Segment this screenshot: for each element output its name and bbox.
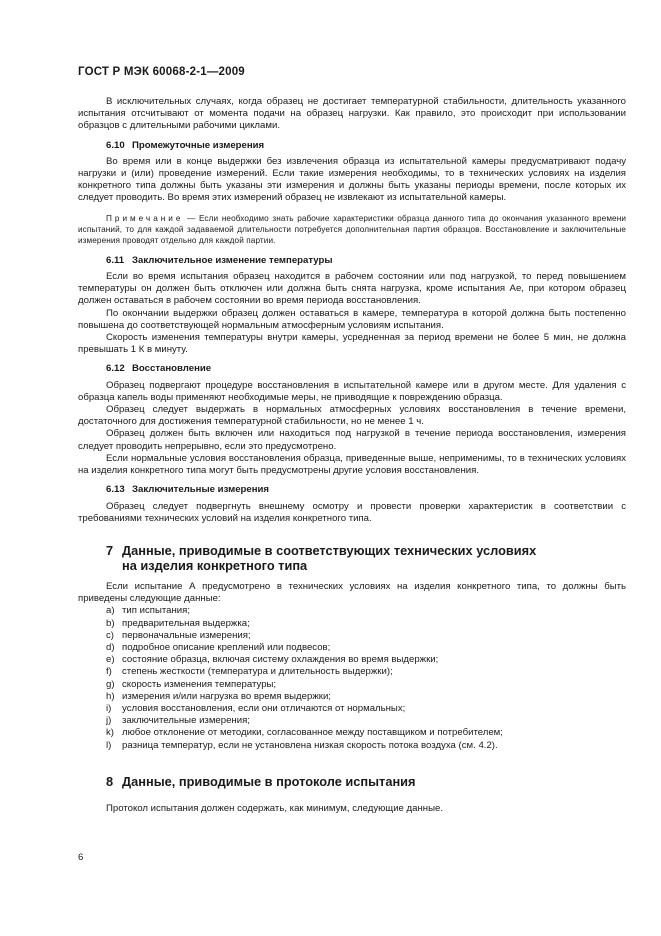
list-letter: f) (106, 666, 112, 678)
section-number: 6.13 (106, 484, 125, 496)
list-text: первоначальные измерения; (122, 629, 251, 641)
paragraph: Протокол испытания должен содержать, как минимум, следующие данные. (106, 802, 443, 814)
paragraph: Если нормальные условия восстановления образца, приведенные выше, неприменимы, то в технических условиях на изделия конкретного типа могут быть предусмотрены другие условия восстановления. (78, 452, 626, 477)
list-item (78, 715, 626, 727)
list-letter: g) (106, 678, 115, 690)
list-item (78, 642, 626, 654)
list-text: измерения и/или нагрузка во время выдержки; (122, 690, 331, 702)
list-text: состояние образца, включая систему охлаждения во время выдержки; (122, 654, 439, 666)
list-item (78, 654, 626, 666)
list-item (78, 740, 626, 752)
list-letter: i) (106, 702, 112, 714)
list-text: условия восстановления, если они отличаются от нормальных; (122, 702, 406, 714)
paragraph: Образец следует выдержать в нормальных атмосферных условиях восстановления в течение времени, достаточного для достижения температурной стабильности, но не менее 1 ч. (78, 404, 626, 428)
list-letter: k) (106, 727, 114, 739)
list-letter: a) (106, 605, 115, 617)
list-text: любое отклонение от методики, согласованное между поставщиком и потребителем; (122, 727, 503, 739)
list-letter: c) (106, 629, 114, 641)
section-number: 6.12 (106, 363, 125, 375)
section-title: Заключительное изменение температуры (132, 254, 333, 266)
list-text: подробное описание креплений или подвесов; (122, 641, 331, 653)
section-7-heading (106, 543, 626, 573)
list-item (78, 703, 626, 715)
list-letter: l) (106, 739, 112, 751)
list-item (78, 679, 626, 691)
note-text: — Если необходимо знать рабочие характеристики образца данного типа до окончания указанного времени испытаний, то для каждой задаваемой длительности потребуется дополнительная партия образцов. Восстановление и заключительные измерения проводят отдельно для каждой партии. (78, 213, 626, 246)
section-title: Восстановление (132, 363, 212, 375)
document-header: ГОСТ Р МЭК 60068-2-1—2009 (78, 66, 245, 78)
list-item (78, 618, 626, 630)
paragraph: Образец должен быть включен или находиться под нагрузкой в течение периода восстановления, измерения следует проводить непрерывно, если это предусмотрено. (78, 428, 626, 452)
list-text: разница температур, если не установлена низкая скорость потока воздуха (см. 4.2). (122, 739, 498, 751)
section-title: Заключительные измерения (132, 484, 270, 496)
section-number: 6.11 (106, 254, 125, 266)
section-title-line2: на изделия конкретного типа (122, 557, 308, 573)
list-item (78, 630, 626, 642)
list-letter: d) (106, 641, 115, 653)
paragraph: Образец следует подвергнуть внешнему осмотру и провести проверки характеристик в соответствии с требованиями технических условий на изделия конкретного типа. (78, 500, 626, 524)
section-title: Промежуточные измерения (132, 139, 265, 151)
paragraph: Образец подвергают процедуре восстановления в испытательной камере или в другом месте. Для удаления с образца капель воды применяют необходимые меры, не приводящие к повреждению образца. (78, 379, 626, 403)
paragraph: Если во время испытания образец находится в рабочем состоянии или под нагрузкой, то перед повышением температуры он должен быть отключен или должна быть снята нагрузка, кроме испытания Ae, при котором образец должен оставаться в рабочем состоянии во время периода восстановления. (78, 271, 626, 307)
paragraph: Скорость изменения температуры внутри камеры, усредненная за период времени не более 5 мин, не должна превышать 1 К в минуту. (78, 332, 626, 356)
list-text: тип испытания; (122, 605, 190, 617)
section-number: 6.10 (106, 139, 125, 151)
list-item (78, 605, 626, 617)
note-label: Примечание (106, 213, 184, 223)
list-letter: j) (106, 715, 112, 727)
page-number: 6 (78, 852, 84, 863)
section-title-line1: Данные, приводимые в соответствующих технических условиях (122, 542, 537, 558)
section-number: 7 (106, 542, 114, 558)
list-text: заключительные измерения; (122, 715, 250, 727)
page-body (78, 96, 626, 815)
list-text: предварительная выдержка; (122, 617, 250, 629)
paragraph: Во время или в конце выдержки без извлечения образца из испытательной камеры предусматривают подачу нагрузки и (или) проведение измерений. Если такие измерения необходимы, то в технических условиях на изделия конкретного типа должны быть указаны эти измерения и должны быть указаны периоды времени, после которых их следует проводить. Во время этих измерений образец не извлекают из испытательной камеры. (78, 155, 626, 204)
section-6-11-heading (106, 255, 626, 267)
section-6-13-heading (106, 484, 626, 496)
paragraph: Если испытание А предусмотрено в технических условиях на изделия конкретного типа, то должны быть приведены следующие данные: (78, 580, 626, 605)
list-letter: h) (106, 690, 115, 702)
list-text: степень жесткости (температура и длительность выдержки); (122, 666, 393, 678)
section-number: 8 (106, 773, 114, 789)
paragraph: По окончании выдержки образец должен оставаться в камере, температура в которой должна быть постепенно повышена до соответствующей нормальным атмосферным условиям испытания. (78, 307, 626, 331)
required-data-list (78, 605, 626, 751)
list-letter: e) (106, 654, 115, 666)
section-8-heading (106, 774, 626, 789)
list-item (78, 691, 626, 703)
list-text: скорость изменения температуры; (122, 678, 277, 690)
section-6-10-heading (106, 140, 626, 152)
list-item (78, 727, 626, 739)
intro-paragraph: В исключительных случаях, когда образец не достигает температурной стабильности, длительность указанного испытания отсчитывают от момента подачи на образец нагрузки. Как правило, это происходит при использовании образцов с длительными рабочими циклами. (78, 96, 626, 132)
list-letter: b) (106, 617, 115, 629)
note (78, 213, 626, 247)
section-title: Данные, приводимые в протоколе испытания (122, 773, 416, 789)
section-6-12-heading (106, 363, 626, 375)
list-item (78, 666, 626, 678)
